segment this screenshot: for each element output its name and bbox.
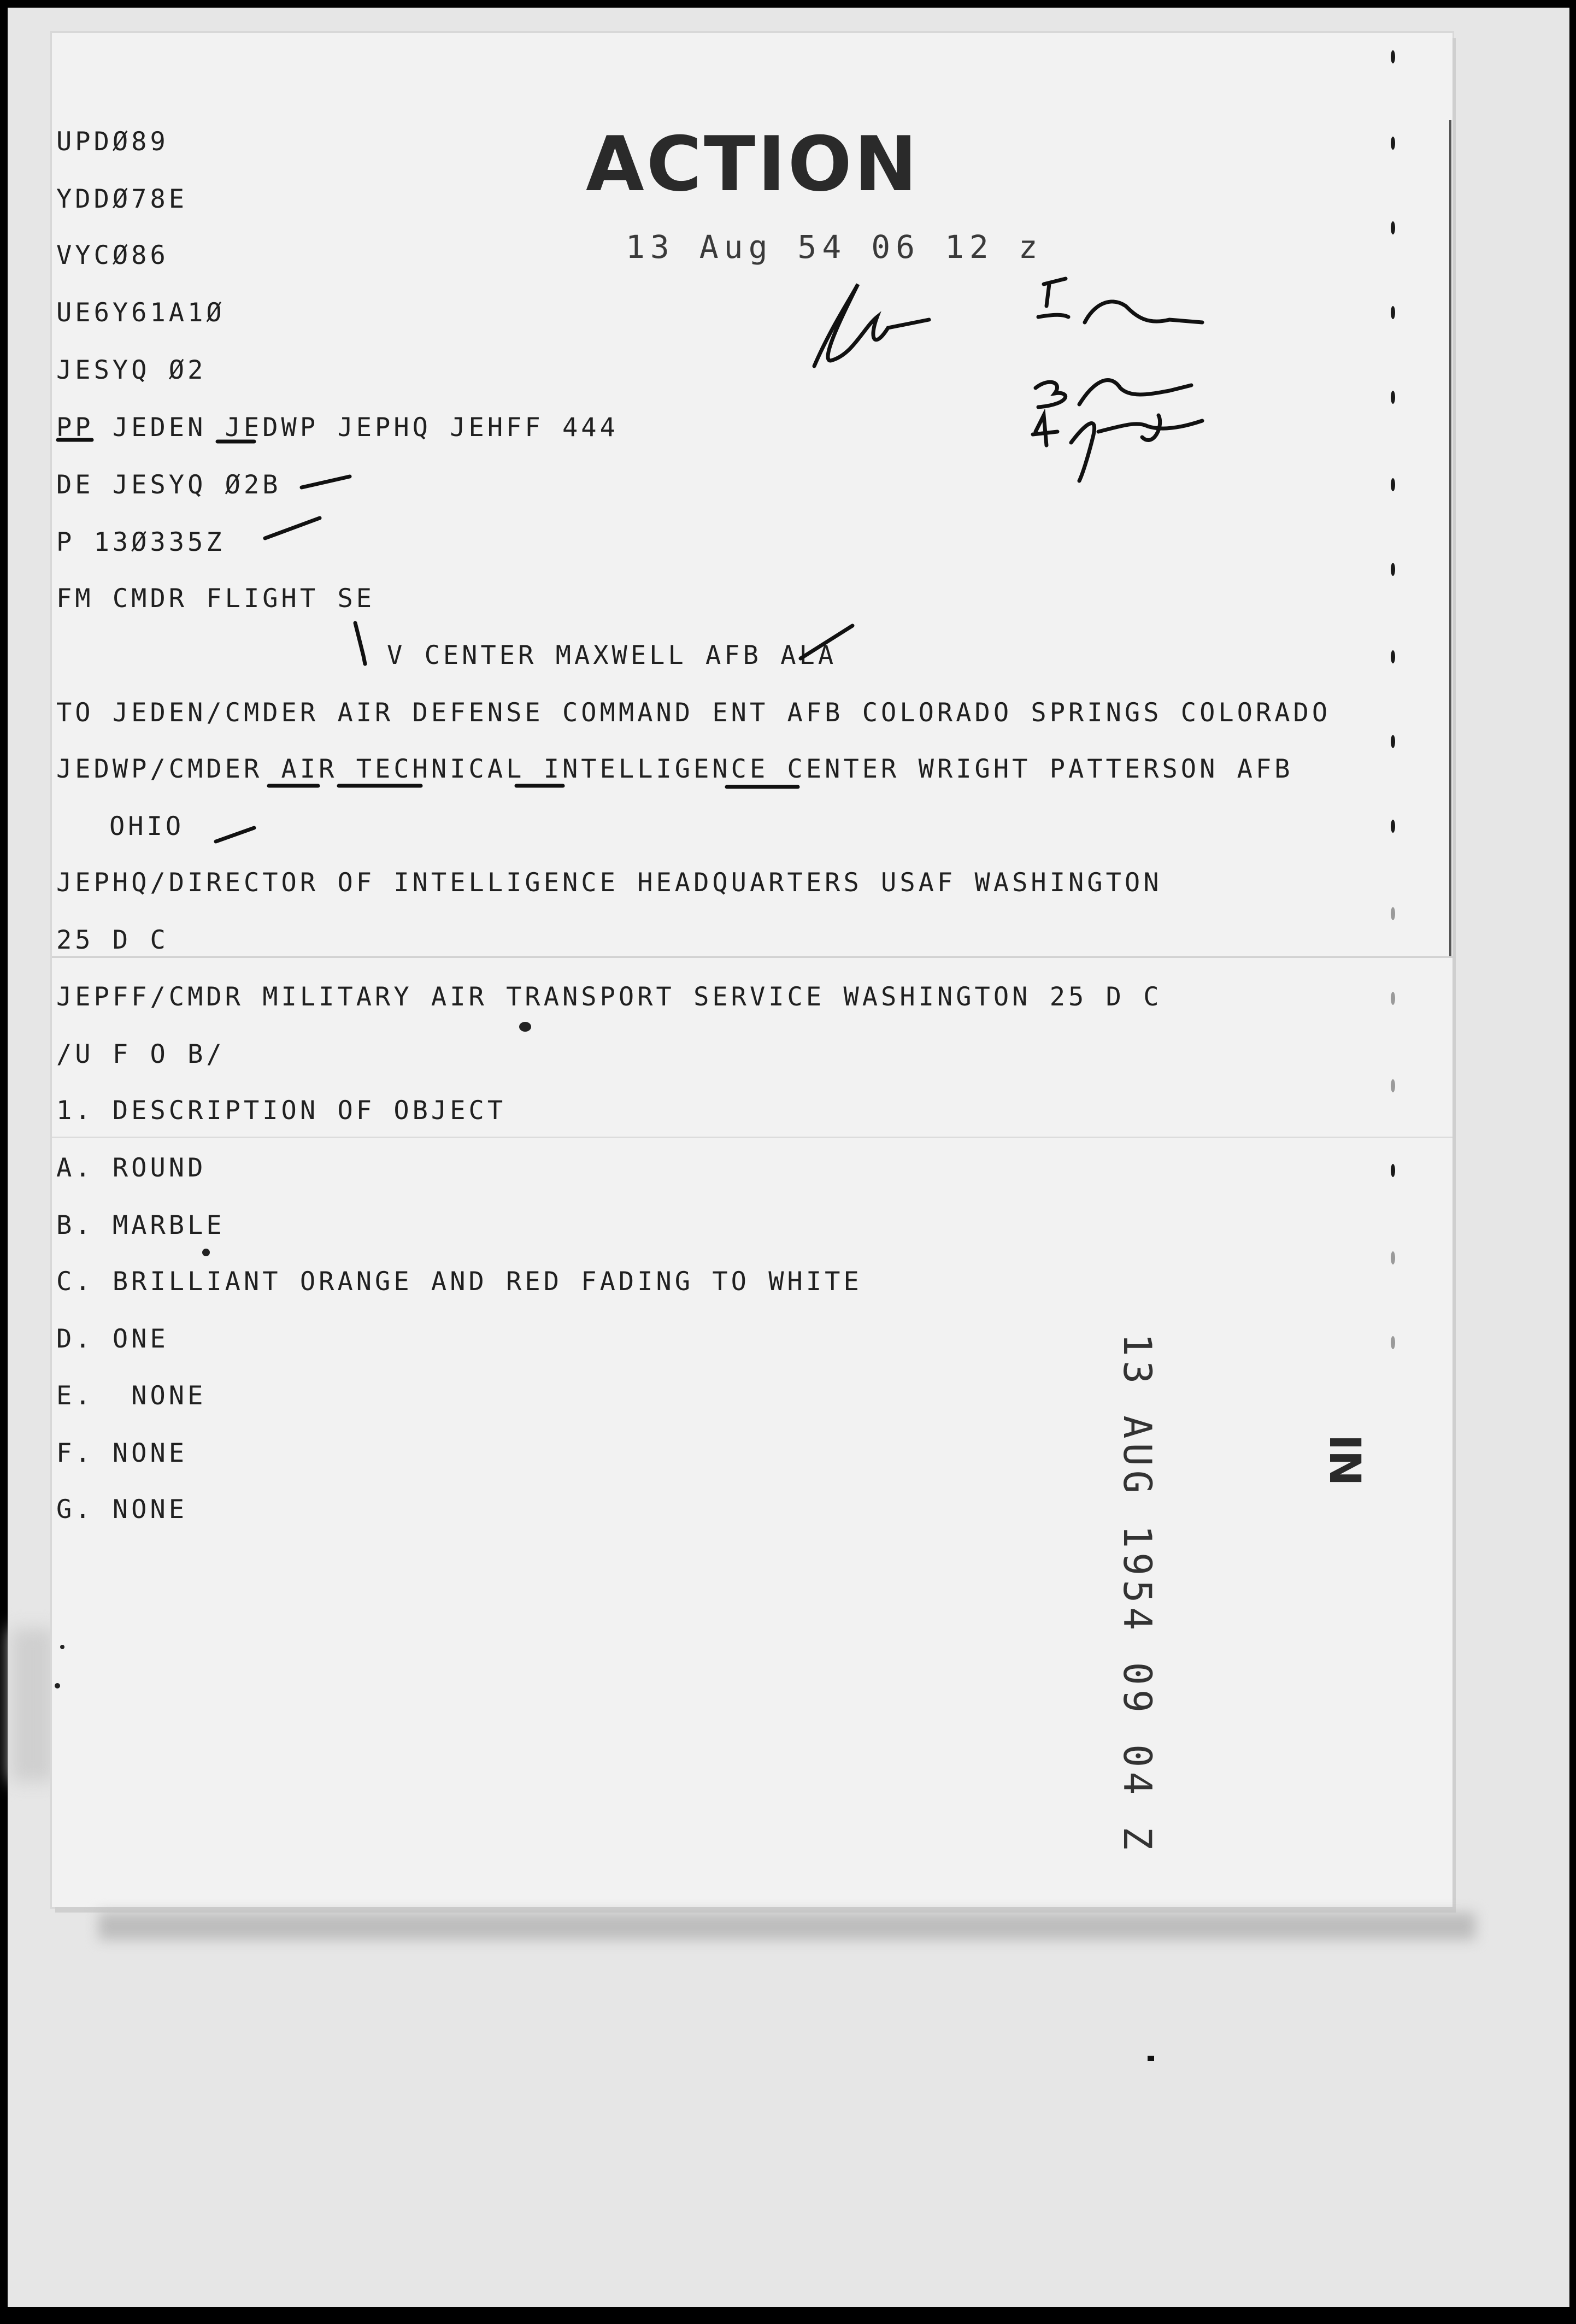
- routing-note: [1085, 302, 1202, 322]
- addressee-line-continued: 25 D C: [56, 925, 169, 955]
- in-stamp: IN: [1320, 1434, 1369, 1486]
- initials-signature: [814, 284, 929, 366]
- action-stamp: ACTION: [586, 120, 920, 208]
- originator-line: DE JESYQ Ø2B: [56, 470, 281, 500]
- header-line: YDDØ78E: [56, 184, 188, 214]
- description-item: A. ROUND: [56, 1153, 207, 1183]
- addressee-line-continued: OHIO: [109, 811, 185, 842]
- description-item: E. NONE: [56, 1381, 207, 1411]
- date-received-stamp: 13 AUG 1954 09 04 Z: [1115, 1333, 1160, 1854]
- check-mark: [801, 626, 852, 658]
- date-time-group: P 13Ø335Z: [56, 527, 225, 557]
- description-item: B. MARBLE: [56, 1210, 225, 1240]
- header-line: UPDØ89: [56, 127, 169, 157]
- addressee-line: JEPFF/CMDR MILITARY AIR TRANSPORT SERVICE WASHINGTON 25 D C: [56, 982, 1162, 1012]
- routing-note: [1036, 382, 1066, 407]
- subject-line: /U F O B/: [56, 1039, 225, 1069]
- description-item: F. NONE: [56, 1438, 188, 1468]
- header-line: UE6Y61A1Ø: [56, 298, 225, 328]
- check-mark: [216, 828, 254, 842]
- addressee-line: JEPHQ/DIRECTOR OF INTELLIGENCE HEADQUARTERS USAF WASHINGTON: [56, 868, 1162, 898]
- check-mark: [265, 518, 320, 538]
- from-line: FM CMDR FLIGHT SE: [56, 584, 375, 614]
- description-item: G. NONE: [56, 1495, 188, 1525]
- precedence-line: PP JEDEN JEDWP JEPHQ JEHFF 444: [56, 413, 619, 443]
- from-line-continued: V CENTER MAXWELL AFB ALA: [387, 640, 837, 670]
- header-line: VYCØ86: [56, 240, 169, 270]
- description-item: D. ONE: [56, 1324, 169, 1354]
- routing-note: [1079, 380, 1191, 440]
- routing-note: [1033, 415, 1057, 445]
- routing-note: [1071, 421, 1202, 481]
- section-heading: 1. DESCRIPTION OF OBJECT: [56, 1096, 507, 1126]
- header-line: JESYQ Ø2: [56, 355, 207, 385]
- check-mark: [302, 476, 350, 487]
- addressee-line: JEDWP/CMDER AIR TECHNICAL INTELLIGENCE CENTER WRIGHT PATTERSON AFB: [56, 754, 1293, 784]
- check-mark: [355, 623, 365, 664]
- received-time-stamp: 13 Aug 54 06 12 z: [626, 228, 1043, 266]
- addressee-line: TO JEDEN/CMDER AIR DEFENSE COMMAND ENT AFB COLORADO SPRINGS COLORADO: [56, 698, 1331, 728]
- routing-note: [1038, 279, 1068, 317]
- description-item: C. BRILLIANT ORANGE AND RED FADING TO WHITE: [56, 1267, 862, 1297]
